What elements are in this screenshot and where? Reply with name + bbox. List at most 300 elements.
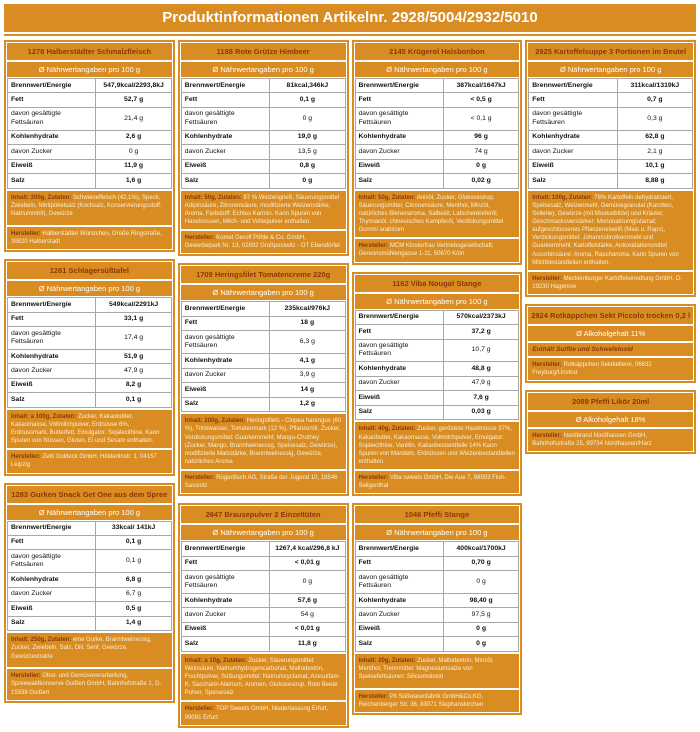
nutrient-label: Fett bbox=[529, 93, 617, 107]
nutrient-value: 0 g bbox=[270, 107, 345, 130]
nutrition-table-body bbox=[355, 79, 519, 189]
nutrient-label: Salz bbox=[181, 637, 269, 651]
nutrient-label: Fett bbox=[8, 535, 96, 549]
nutrient-value: 48,8 g bbox=[443, 362, 518, 376]
nutrient-value: 7,6 g bbox=[443, 391, 518, 405]
table-row bbox=[355, 622, 519, 636]
ingredients-section bbox=[355, 191, 520, 237]
nutrient-label: davon Zucker bbox=[8, 145, 96, 159]
manufacturer-text: Obst- und Gemüseverarbeitung, Spreewaldkonserve Golßen GmbH, Bahnhofstraße 1, D-15938 Golßen bbox=[11, 673, 162, 696]
nutrition-table bbox=[528, 78, 693, 189]
table-row bbox=[181, 594, 345, 608]
nutrition-table bbox=[355, 541, 520, 652]
allergen-note: Enthält Sulfite und Schwefeloxid bbox=[528, 343, 693, 356]
nutrient-label: Brennwert/Energie bbox=[8, 521, 96, 535]
table-row bbox=[8, 145, 172, 159]
nutrition-table bbox=[181, 78, 346, 189]
nutrient-label: Brennwert/Energie bbox=[181, 302, 269, 316]
nutrition-table-body bbox=[181, 79, 345, 189]
ingredients-label: Inhalt: 50g, Zutaten: bbox=[184, 194, 242, 201]
manufacturer-label: Hersteller: bbox=[11, 230, 41, 237]
nutrient-value: 387kcal/1647kJ bbox=[443, 79, 518, 93]
table-row bbox=[355, 542, 519, 556]
table-row bbox=[355, 608, 519, 622]
product-card bbox=[352, 40, 523, 265]
nutrient-value: 0,8 g bbox=[270, 159, 345, 173]
product-title: 2089 Pfeffi Likör 20ml bbox=[528, 393, 693, 410]
nutrition-table-body bbox=[8, 521, 172, 631]
ingredients-section bbox=[7, 633, 172, 667]
nutrient-label: Salz bbox=[8, 174, 96, 188]
nutrient-value: 1,6 g bbox=[96, 174, 171, 188]
ingredients-text: 97 % Weizengrieß, Säuerungsmittel Adipinsäure, Zitronensäure, modifizierte Weizenstärke, Aroma, Farbstoff: Echtes Karmin. Kann Spuren von Haselnüssen, Milch- und Volleipulver enthalten. bbox=[184, 194, 340, 226]
ingredients-section bbox=[181, 654, 346, 700]
table-row bbox=[181, 316, 345, 330]
nutrient-value: 10,7 g bbox=[443, 339, 518, 362]
product-title: 1283 Gurken Snack Get One aus dem Spree bbox=[7, 486, 172, 503]
ingredients-text: Zucker, Maltodextrin, Minzöl, Menthol, Trennmittel: Magnesiumsalze von Speisefettsäuren: Siliciumdioxid bbox=[358, 657, 494, 681]
manufacturer-label: Hersteller: bbox=[184, 235, 215, 242]
table-row bbox=[355, 362, 519, 376]
nutrient-value: < 0,01 g bbox=[270, 622, 345, 636]
nutrient-label: Fett bbox=[181, 316, 269, 330]
nutrient-value: 2,6 g bbox=[96, 130, 171, 144]
table-row bbox=[529, 107, 693, 130]
nutrition-header: Ø Nährwertangaben pro 100 g bbox=[355, 525, 520, 540]
nutrient-label: davon gesättigte Fettsäuren bbox=[8, 550, 96, 573]
table-row bbox=[355, 405, 519, 419]
table-row bbox=[8, 327, 172, 350]
nutrient-value: 33kcal/ 141kJ bbox=[96, 521, 171, 535]
table-row bbox=[181, 622, 345, 636]
product-card bbox=[4, 40, 175, 252]
table-row bbox=[8, 393, 172, 407]
ingredients-text: eine Gurke, Branntweinessig, Zucker, Zwiebeln, Salz, Dill, Senf, Gewürze, Gewürzextrakte bbox=[11, 637, 152, 660]
nutrient-label: davon Zucker bbox=[8, 364, 96, 378]
nutrient-label: davon gesättigte Fettsäuren bbox=[181, 331, 269, 354]
product-title: 1188 Rote Grütze Himbeer bbox=[181, 43, 346, 60]
nutrition-table bbox=[7, 521, 172, 632]
nutrient-label: Brennwert/Energie bbox=[355, 310, 443, 324]
product-title: 1261 Schlagersüßtafel bbox=[7, 262, 172, 279]
nutrient-label: Kohlenhydrate bbox=[529, 130, 617, 144]
nutrient-value: 3,9 g bbox=[270, 368, 345, 382]
nutrient-value: 0 g bbox=[96, 145, 171, 159]
manufacturer-section bbox=[181, 702, 346, 724]
nutrient-value: 47,9 g bbox=[443, 376, 518, 390]
table-row bbox=[529, 145, 693, 159]
nutrient-label: Eiweiß bbox=[181, 159, 269, 173]
nutrient-label: Kohlenhydrate bbox=[355, 130, 443, 144]
table-row bbox=[355, 556, 519, 570]
table-row bbox=[181, 397, 345, 411]
ingredients-label: Inhalt: a 100g, Zutaten: bbox=[11, 413, 77, 420]
nutrient-value: 0,3 g bbox=[617, 107, 692, 130]
table-row bbox=[355, 637, 519, 651]
nutrient-value: 74 g bbox=[443, 145, 518, 159]
ingredients-label: Inhalt: 50g, Zutaten: bbox=[358, 194, 416, 201]
nutrient-label: Eiweiß bbox=[181, 622, 269, 636]
table-row bbox=[181, 368, 345, 382]
nutrient-label: Brennwert/Energie bbox=[8, 298, 96, 312]
nutrient-value: 0,1 g bbox=[270, 93, 345, 107]
nutrient-value: 13,5 g bbox=[270, 145, 345, 159]
nutrient-value: 0 g bbox=[443, 159, 518, 173]
table-row bbox=[8, 550, 172, 573]
ingredients-label: Inhalt: 100g, Zutaten: bbox=[532, 194, 593, 201]
nutrient-label: Salz bbox=[355, 637, 443, 651]
nutrient-value: 1267,4 kcal/296,8 kJ bbox=[270, 542, 345, 556]
nutrient-label: davon gesättigte Fettsäuren bbox=[8, 107, 96, 130]
table-row bbox=[181, 159, 345, 173]
table-row bbox=[355, 339, 519, 362]
manufacturer-section bbox=[528, 429, 693, 451]
nutrient-value: 52,7 g bbox=[96, 93, 171, 107]
table-row bbox=[355, 325, 519, 339]
nutrient-value: 2,1 g bbox=[617, 145, 692, 159]
manufacturer-text: Viba sweets GmbH, Die Aue 7, 98593 Floh-Seligenthal bbox=[358, 474, 506, 489]
nutrition-table-body bbox=[355, 310, 519, 420]
nutrient-label: Brennwert/Energie bbox=[355, 542, 443, 556]
table-row bbox=[181, 302, 345, 316]
nutrient-label: Eiweiß bbox=[8, 602, 96, 616]
manufacturer-label: Hersteller: bbox=[358, 243, 389, 250]
table-row bbox=[181, 107, 345, 130]
manufacturer-label: Hersteller: bbox=[11, 673, 41, 680]
card-column bbox=[525, 40, 696, 454]
nutrient-label: davon Zucker bbox=[181, 145, 269, 159]
product-card bbox=[178, 263, 349, 496]
manufacturer-text: Halberstädter Würstchen, Große Ringstraße, 38820 Halberstadt bbox=[11, 230, 162, 245]
nutrient-label: davon Zucker bbox=[355, 376, 443, 390]
page-title: Produktinformationen Artikelnr. 2928/5004/2932/5010 bbox=[4, 4, 696, 32]
product-title: 1046 Pfeffi Stange bbox=[355, 506, 520, 523]
table-row bbox=[181, 383, 345, 397]
table-row bbox=[8, 350, 172, 364]
manufacturer-section bbox=[181, 231, 346, 253]
product-card bbox=[4, 259, 175, 475]
nutrient-value: 1,2 g bbox=[270, 397, 345, 411]
ingredients-text: Heringsfilets - Clupea harengus (60 %), Trinkwasser, Tomatenmark (12 %), Pflanzenöl, Zucker, Verdickungsmittel: Guarkernmehl; Mango-Chutney (Zucker, Mango, Branntweinessig, Speisesalz, Gewürze), modifizierte Maisstärke, Branntweinessig, Gewürze, natürliches Aroma bbox=[184, 418, 342, 465]
manufacturer-section bbox=[355, 471, 520, 493]
nutrition-header: Ø Nährwertangaben pro 100 g bbox=[355, 294, 520, 309]
nutrient-label: Salz bbox=[529, 174, 617, 188]
table-row bbox=[181, 556, 345, 570]
table-row bbox=[529, 79, 693, 93]
nutrient-value: 51,9 g bbox=[96, 350, 171, 364]
nutrient-value: < 0,1 g bbox=[443, 107, 518, 130]
nutrient-value: 14 g bbox=[270, 383, 345, 397]
nutrient-label: Brennwert/Energie bbox=[181, 79, 269, 93]
nutrient-value: 0 g bbox=[270, 571, 345, 594]
nutrient-value: 0 g bbox=[443, 622, 518, 636]
nutrient-label: davon gesättigte Fettsäuren bbox=[181, 107, 269, 130]
nutrient-label: davon Zucker bbox=[8, 587, 96, 601]
nutrient-label: Kohlenhydrate bbox=[8, 130, 96, 144]
nutrient-label: davon gesättigte Fettsäuren bbox=[8, 327, 96, 350]
card-column bbox=[4, 40, 175, 703]
product-card bbox=[4, 483, 175, 703]
nutrient-label: davon Zucker bbox=[181, 368, 269, 382]
nutrition-table-body bbox=[181, 542, 345, 652]
nutrient-label: davon gesättigte Fettsäuren bbox=[355, 107, 443, 130]
nutrient-label: Fett bbox=[8, 312, 96, 326]
nutrient-value: 37,2 g bbox=[443, 325, 518, 339]
nutrient-label: Kohlenhydrate bbox=[181, 594, 269, 608]
product-title: 1709 Heringsfilet Tomatencreme 220g bbox=[181, 266, 346, 283]
nutrient-value: 10,1 g bbox=[617, 159, 692, 173]
table-row bbox=[355, 376, 519, 390]
manufacturer-label: Hersteller: bbox=[184, 706, 215, 713]
ingredients-section bbox=[7, 191, 172, 225]
nutrition-table-body bbox=[8, 298, 172, 408]
nutrient-label: davon Zucker bbox=[355, 145, 443, 159]
table-row bbox=[355, 174, 519, 188]
table-row bbox=[181, 637, 345, 651]
table-row bbox=[355, 310, 519, 324]
table-row bbox=[355, 79, 519, 93]
nutrient-value: 8,88 g bbox=[617, 174, 692, 188]
table-row bbox=[8, 79, 172, 93]
table-row bbox=[8, 312, 172, 326]
nutrient-label: Salz bbox=[181, 397, 269, 411]
table-row bbox=[529, 93, 693, 107]
table-row bbox=[355, 130, 519, 144]
nutrient-label: Kohlenhydrate bbox=[355, 594, 443, 608]
nutrient-label: davon gesättigte Fettsäuren bbox=[529, 107, 617, 130]
table-row bbox=[8, 587, 172, 601]
nutrient-value: 0,5 g bbox=[96, 602, 171, 616]
table-row bbox=[181, 571, 345, 594]
nutrient-value: 19,0 g bbox=[270, 130, 345, 144]
manufacturer-label: Hersteller: bbox=[358, 474, 389, 481]
ingredients-section bbox=[181, 414, 346, 469]
ingredients-section bbox=[7, 410, 172, 448]
nutrient-label: Brennwert/Energie bbox=[8, 79, 96, 93]
alcohol-content: Ø Alkoholgehalt 18% bbox=[528, 412, 693, 427]
nutrient-label: Kohlenhydrate bbox=[181, 130, 269, 144]
ingredients-section bbox=[355, 422, 520, 468]
ingredients-text: Zucker, Säuerungsmittel: Weinsäure, Natriumhydrogencarbonat, Maltodextrin, Fruchtpulver, Süßungsmittel: Natriumcyclamat, Acesulfam-K, Saccharin-Natrium, Aromen, Glukosesirup, Rote Beete Pulver, Speisesalz bbox=[184, 657, 341, 697]
ingredients-label: Inhalt: 20g, Zutaten: bbox=[358, 657, 416, 664]
nutrient-value: 400kcal/1700kJ bbox=[443, 542, 518, 556]
nutrient-value: < 0,5 g bbox=[443, 93, 518, 107]
table-row bbox=[8, 174, 172, 188]
nutrient-label: Eiweiß bbox=[8, 159, 96, 173]
ingredients-text: Zucker, geröstete Haselnüsse 37%, Kakaobutter, Kakaomasse, Vollmilchpulver, Emulgator: Sojalecithine, Vanillin. Kakaobestandteile 14% Kann Spuren von Mandeln, Erdnüssen und Weizenbestandteilen enthalten. bbox=[358, 426, 515, 465]
nutrient-label: Salz bbox=[8, 616, 96, 630]
nutrient-value: 21,4 g bbox=[96, 107, 171, 130]
product-card bbox=[525, 40, 696, 297]
manufacturer-section bbox=[528, 272, 693, 294]
ingredients-text: 78% Kartoffeln dehydratisiert, Speisesalz, Weizenmehl, Gemüsegranulat (Karotten, Sellerie), Gewürze (mit Muskatblüte) und Kräuter, Geschmacksverstärker: Mononatriumglutamat; aufgeschlossenes Pflanzeneiweiß (Mais u. Raps), Verdickungsmittel: Johannisbrotkernmehl und Guarkernmehl; Kartoffelstärke, Antioxidationsmittel Ascorbinsäure: Aroma, Raucharoma. Kann Spuren von Milchbestandteilen enthalten. bbox=[532, 194, 679, 266]
nutrition-table-body bbox=[181, 302, 345, 412]
nutrient-value: 18 g bbox=[270, 316, 345, 330]
nutrient-label: Salz bbox=[355, 405, 443, 419]
product-card bbox=[352, 503, 523, 715]
manufacturer-text: TOP Sweets GmbH, Niederlassung Erfurt, 99091 Erfurt bbox=[184, 706, 329, 721]
nutrient-label: davon Zucker bbox=[181, 608, 269, 622]
table-row bbox=[8, 602, 172, 616]
ingredients-section bbox=[528, 191, 693, 270]
nutrient-label: Eiweiß bbox=[355, 159, 443, 173]
nutrient-label: Brennwert/Energie bbox=[181, 542, 269, 556]
product-title: 2924 Rotkäppchen Sekt Piccolo trocken 0,2 l bbox=[528, 307, 693, 324]
table-row bbox=[355, 145, 519, 159]
table-row bbox=[8, 573, 172, 587]
nutrient-value: < 0,01 g bbox=[270, 556, 345, 570]
nutrient-label: Kohlenhydrate bbox=[8, 350, 96, 364]
nutrition-table bbox=[181, 541, 346, 652]
manufacturer-section bbox=[7, 227, 172, 249]
nutrient-label: davon gesättigte Fettsäuren bbox=[181, 571, 269, 594]
table-row bbox=[8, 107, 172, 130]
manufacturer-section bbox=[355, 690, 520, 712]
nutrient-value: 17,4 g bbox=[96, 327, 171, 350]
header-divider bbox=[4, 34, 696, 36]
nutrient-value: 0,70 g bbox=[443, 556, 518, 570]
table-row bbox=[8, 159, 172, 173]
nutrient-value: 0,1 g bbox=[96, 393, 171, 407]
table-row bbox=[181, 145, 345, 159]
table-row bbox=[8, 93, 172, 107]
nutrient-label: Salz bbox=[8, 393, 96, 407]
manufacturer-label: Hersteller: bbox=[532, 275, 562, 282]
nutrient-value: 11,9 g bbox=[96, 159, 171, 173]
nutrient-value: 549kcal/2291kJ bbox=[96, 298, 171, 312]
nutrient-value: 11,8 g bbox=[270, 637, 345, 651]
nutrition-table-body bbox=[529, 79, 693, 189]
product-title: 1278 Halberstädter Schmalzfleisch bbox=[7, 43, 172, 60]
nutrition-header: Ø Nährwertangaben pro 100 g bbox=[355, 62, 520, 77]
manufacturer-text: Pit Süßwarenfabrik GmbH&Co.KG, Reichenberger Str. 36, 83071 Stephanskirchen bbox=[358, 693, 484, 709]
nutrient-label: davon Zucker bbox=[355, 608, 443, 622]
manufacturer-section bbox=[7, 450, 172, 472]
nutrition-table bbox=[355, 310, 520, 421]
nutrient-label: Eiweiß bbox=[8, 378, 96, 392]
ingredients-label: Inhalt: a 10g, Zutaten: bbox=[184, 657, 247, 664]
product-card bbox=[525, 304, 696, 383]
ingredients-label: Inhalt: 300g, Zutaten: bbox=[11, 194, 72, 201]
table-row bbox=[181, 354, 345, 368]
nutrition-table bbox=[355, 78, 520, 189]
nutrition-table bbox=[7, 297, 172, 408]
nutrient-value: 0,03 g bbox=[443, 405, 518, 419]
manufacturer-text: Nordbrand Nordhausen GmbH, Bahnhofsstraße 25, 99734 Nordhausen/Harz bbox=[532, 433, 652, 448]
product-title: 1162 Viba Nougat Stange bbox=[355, 275, 520, 292]
nutrient-label: Eiweiß bbox=[529, 159, 617, 173]
table-row bbox=[529, 130, 693, 144]
table-row bbox=[181, 93, 345, 107]
manufacturer-section bbox=[355, 239, 520, 261]
nutrient-value: 33,1 g bbox=[96, 312, 171, 326]
nutrient-label: Eiweiß bbox=[181, 383, 269, 397]
manufacturer-label: Hersteller: bbox=[184, 474, 215, 481]
ingredients-section bbox=[355, 654, 520, 688]
nutrient-value: 4,1 g bbox=[270, 354, 345, 368]
manufacturer-text: Rotkäppchen Sektkellerei, 06632 Freyburg/Unstrut bbox=[532, 361, 652, 376]
nutrient-label: Eiweiß bbox=[355, 622, 443, 636]
nutrient-label: Brennwert/Energie bbox=[529, 79, 617, 93]
table-row bbox=[355, 107, 519, 130]
nutrient-label: davon gesättigte Fettsäuren bbox=[355, 339, 443, 362]
nutrient-label: Kohlenhydrate bbox=[181, 354, 269, 368]
manufacturer-text: Zetti Goldeck GmbH, Hölderlinstr. 1, 04157 Leipzig bbox=[11, 454, 157, 469]
table-row bbox=[355, 159, 519, 173]
ingredients-label: Inhalt: 250g, Zutaten: bbox=[11, 637, 72, 644]
table-row bbox=[355, 93, 519, 107]
nutrient-value: 8,2 g bbox=[96, 378, 171, 392]
nutrient-label: Salz bbox=[355, 174, 443, 188]
nutrition-header: Ø Nährwertangaben pro 100 g bbox=[7, 62, 172, 77]
nutrient-value: 6,8 g bbox=[96, 573, 171, 587]
table-row bbox=[181, 79, 345, 93]
nutrient-label: Eiweiß bbox=[355, 391, 443, 405]
manufacturer-label: Hersteller: bbox=[532, 433, 562, 440]
manufacturer-label: Hersteller: bbox=[358, 693, 389, 700]
table-row bbox=[355, 571, 519, 594]
ingredients-section bbox=[181, 191, 346, 229]
ingredients-text: Zucker, Kakaobutter, Kakaomasse, Vollmilchpulver, Erdnüsse 6%, Erdnussmark, Butterfett, Emulgator: Sojalecithine. Kann Spuren von Nüssen, Gluten, Ei und Sesam enthalten. bbox=[11, 413, 160, 445]
nutrient-value: 98,40 g bbox=[443, 594, 518, 608]
nutrient-value: 0 g bbox=[443, 571, 518, 594]
product-grid bbox=[4, 40, 696, 728]
nutrition-header: Ø Nährwertangaben pro 100 g bbox=[7, 505, 172, 520]
nutrition-header: Ø Nährwertangaben pro 100 g bbox=[181, 525, 346, 540]
ingredients-label: Inhalt: 200g, Zutaten: bbox=[184, 418, 246, 425]
nutrient-label: Fett bbox=[181, 93, 269, 107]
product-card bbox=[178, 40, 349, 256]
nutrient-value: 547,9kcal/2293,8kJ bbox=[96, 79, 171, 93]
product-card bbox=[178, 503, 349, 728]
product-card bbox=[352, 272, 523, 497]
nutrient-label: Fett bbox=[355, 325, 443, 339]
nutrient-value: 570kcal/2373kJ bbox=[443, 310, 518, 324]
nutrient-value: 311kcal/1319kJ bbox=[617, 79, 692, 93]
table-row bbox=[355, 391, 519, 405]
nutrient-value: 96 g bbox=[443, 130, 518, 144]
nutrient-value: 97,5 g bbox=[443, 608, 518, 622]
nutrient-value: 0 g bbox=[443, 637, 518, 651]
product-title: 2145 Krügerol Halsbonbon bbox=[355, 43, 520, 60]
nutrition-table bbox=[181, 301, 346, 412]
nutrient-value: 6,3 g bbox=[270, 331, 345, 354]
manufacturer-text: Rügenfisch AG, Straße der Jugend 10, 18546 Sassnitz bbox=[184, 474, 338, 489]
nutrient-value: 81kcal,346kJ bbox=[270, 79, 345, 93]
table-row bbox=[8, 298, 172, 312]
nutrient-value: 57,6 g bbox=[270, 594, 345, 608]
manufacturer-section bbox=[181, 471, 346, 493]
table-row bbox=[8, 364, 172, 378]
ingredients-label: Inhalt: 40g, Zutaten: bbox=[358, 426, 416, 433]
nutrient-label: Fett bbox=[355, 93, 443, 107]
card-column bbox=[178, 40, 349, 728]
table-row bbox=[181, 130, 345, 144]
nutrition-header: Ø Nährwertangaben pro 100 g bbox=[528, 62, 693, 77]
nutrient-value: 0,1 g bbox=[96, 550, 171, 573]
nutrition-header: Ø Nährwertangaben pro 100 g bbox=[181, 62, 346, 77]
nutrient-value: 0,7 g bbox=[617, 93, 692, 107]
nutrient-label: Fett bbox=[355, 556, 443, 570]
nutrition-table bbox=[7, 78, 172, 189]
nutrient-value: 47,9 g bbox=[96, 364, 171, 378]
nutrient-label: Kohlenhydrate bbox=[355, 362, 443, 376]
ingredients-text: Anisöl, Zucker, Glukosesirup, Säuerungsmittel, Citronensäure, Menthol, Minzöl, natürliches Bienenaroma, Salbeiöl, Latschenkieferöl, Thymianöl, chinesisches Kampferöl, Verdickungsmittel Gummi arabicum bbox=[358, 194, 504, 234]
nutrient-label: davon Zucker bbox=[529, 145, 617, 159]
nutrient-label: davon gesättigte Fettsäuren bbox=[355, 571, 443, 594]
nutrition-table-body bbox=[8, 79, 172, 189]
alcohol-content: Ø Alkoholgehalt 11% bbox=[528, 326, 693, 341]
